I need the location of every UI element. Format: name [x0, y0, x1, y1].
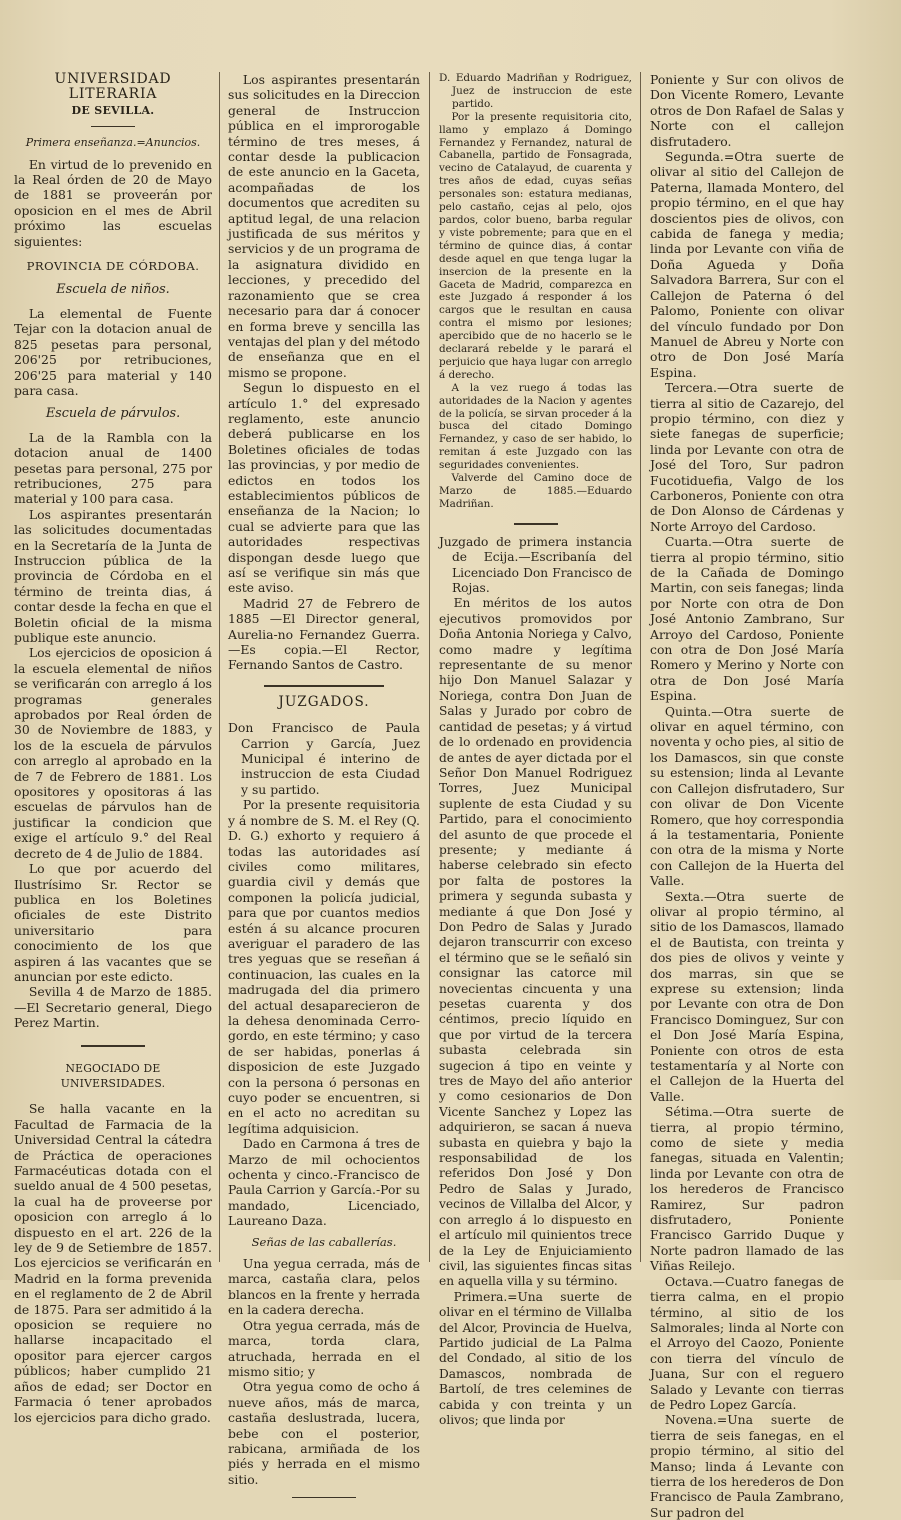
school-type-heading: Escuela de párvulos.	[45, 406, 181, 422]
negociado-heading: NEGOCIADO DE UNIVERSIDADES.	[60, 1061, 166, 1090]
paragraph-ejercicios: Los ejercicios de oposicion á la escuela elemental de niños se verificarán con arreglo á los programas generales aprobados por Real órden de 30 de Noviembre de 1883, y los de la escuela de párvulos con arreglo al aprobado en la de 7 de Febrero de 1881. Los opositores y opositoras á las escuelas de párvulos han de justificar la condicion que exige el artículo 9.° del Real decreto de 4 de Julio de 1884.	[14, 645, 212, 861]
paragraph-novena: Novena.=Una suerte de tierra de seis fanegas, en el propio término, al sitio del Manso; linda á Levante con tierra de los herederos de Don Francisco de Paula Zambrano, Sur padron del	[650, 1412, 844, 1520]
column-2	[228, 72, 420, 1487]
paragraph-yegua-3: Otra yegua como de ocho á nueve años, más de marca, castaña deslustrada, lucera, bebe con el posterior, rabicana, armiñada de los piés y herrada en el mismo sitio.	[228, 1379, 420, 1487]
university-city: DE SEVILLA.	[71, 103, 155, 117]
column-divider	[429, 72, 430, 1262]
paragraph-requisitoria: Por la presente requisitoria cito, llamo y emplazo á Domingo Fernandez y Fernandez, natural de Cabanella, partido de Fonsagrada, vecino de Catalayud, de cuarenta y tres años de edad, cuyas señas personales son: estatura medianas, pelo castaño, cejas al pelo, ojos pardos, color bueno, barba regular y viste pobremente; para que en el término de quince dias, á contar desde aquel en que tenga lugar la insercion de la presente en la Gaceta de Madrid, comparezca en este Juzgado á responder á los cargos que le resultan en causa contra el mismo por lesiones; apercibido que de no hacerlo se le declarará rebelde y le parará el perjuicio que haya lugar con arreglo á derecho.	[439, 110, 632, 381]
paragraph-setima: Sétima.—Otra suerte de tierra, al propio término, como de siete y media fanegas, situada en Valentin; linda por Levante con otra de los herederos de Francisco Ramirez, Sur padron disfrutadero, Poniente Francisco Garrido Duque y Norte padron llamado de las Viñas Reilejo.	[650, 1104, 844, 1274]
paragraph-intro: En virtud de lo prevenido en la Real órden de 20 de Mayo de 1881 se proveerán por oposicion en el mes de Abril próximo las escuelas siguientes:	[14, 156, 212, 249]
paragraph-aspirantes: Los aspirantes presentarán sus solicitudes en la Direccion general de Instruccion pública en el improrogable término de tres meses, á contar desde la publicacion de este anuncio en la Gaceta, acompañadas de los documentos que acrediten su aptitud legal, de una relacion justificada de sus méritos y servicios y de un programa de la asignatura dividido en lecciones, y precedido del razonamiento que se crea necesario para dar á conocer en forma breve y sencilla las ventajas del plan y del método de enseñanza que en el mismo se propone.	[228, 72, 420, 380]
paragraph-judge: D. Eduardo Madriñan y Rodriguez, Juez de instruccion de este partido.	[439, 72, 632, 110]
separator-rule	[264, 685, 384, 687]
separator-rule	[81, 1045, 145, 1047]
juzgados-heading: JUZGADOS.	[278, 693, 370, 710]
paragraph-tercera: Tercera.—Otra suerte de tierra al sitio de Cazarejo, del propio término, con diez y siete fanegas de superficie; linda por Levante con otra de José del Toro, Sur padron Fucotiduefia, Valgo de los Carboneros, Poniente con otra de Don Alonso de Cárdenas y Norte Arroyo del Cardoso.	[650, 380, 844, 534]
section-label: Primera enseñanza.=Anuncios.	[25, 136, 201, 150]
paragraph-judge: Don Francisco de Paula Carrion y García, Juez Municipal é interino de instruccion de esta Ciudad y su partido.	[228, 720, 420, 797]
paragraph-signature: Valverde del Camino doce de Marzo de 1885.—Eduardo Madriñan.	[439, 472, 632, 510]
paragraph-requisitoria: Por la presente requisitoria y á nombre de S. M. el Rey (Q. D. G.) exhorto y requiero á todas las autoridades así civiles como militares, guardia civil y demás que componen la policía judicial, para que por cuantos medios estén á su alcance procuren averiguar el paradero de las tres yeguas que se reseñan á continuacion, las cuales en la madrugada del dia primero del actual desaparecieron de la dehesa denominada Cerro-gordo, en este término; y caso de ser habidas, ponerlas á disposicion de este Juzgado con la persona ó personas en cuyo poder se encuentren, si en el acto no acreditan su legítima adquisicion.	[228, 797, 420, 1136]
province-heading: PROVINCIA DE CÓRDOBA.	[26, 259, 200, 274]
paragraph-octava: Octava.—Cuatro fanegas de tierra calma, en el propio término, al sitio de los Salmorales; linda al Norte con el Arroyo del Caozo, Poniente con tierra del vínculo de Juana, Sur con el reguero Salado y Levante con tierras de Pedro Lopez García.	[650, 1273, 844, 1412]
paragraph-aspirantes: Los aspirantes presentarán las solicitudes documentadas en la Secretaría de la Junta de Instruccion pública de la provincia de Córdoba en el término de treinta dias, á contar desde la fecha en que el Boletin oficial de la misma publique este anuncio.	[14, 506, 212, 645]
paragraph-continuation: Poniente y Sur con olivos de Don Vicente Romero, Levante otros de Don Rafael de Salas y Norte con el callejon disfrutadero.	[650, 72, 844, 149]
university-title: UNIVERSIDAD LITERARIA	[54, 71, 172, 103]
separator-rule	[91, 126, 135, 127]
separator-rule	[514, 523, 558, 525]
paragraph-quinta: Quinta.—Otra suerte de olivar en aquel término, con noventa y ocho pies, al sitio de los Damascos, sin que conste su estension; linda al Levante con Callejon disfrutadero, Sur con olivar de Don Vicente Romero, que hoy correspondia á la testamentaria, Poniente con otra de la misma y Norte con Callejon de la Huerta del Valle.	[650, 703, 844, 889]
separator-rule	[292, 1497, 356, 1498]
paragraph-rambla: La de la Rambla con la dotacion anual de 1400 pesetas para personal, 275 por retribuciones, 275 para material y 100 para casa.	[14, 429, 212, 507]
column-divider	[640, 72, 641, 1262]
paragraph-primera: Primera.=Una suerte de olivar en el término de Villalba del Alcor, Provincia de Huelva, Partido judicial de La Palma del Condado, al sitio de los Damascos, nombrada de Bartolí, de tres celemines de cabida y con treinta y un olivos; que linda por	[439, 1289, 632, 1427]
school-type-heading: Escuela de niños.	[56, 282, 170, 298]
paragraph-yegua-2: Otra yegua cerrada, más de marca, torda clara, atruchada, herrada en el mismo sitio; y	[228, 1317, 420, 1379]
paragraph-signature: Sevilla 4 de Marzo de 1885. —El Secretario general, Diego Perez Martin.	[14, 984, 212, 1031]
paragraph-carmona: Dado en Carmona á tres de Marzo de mil ochocientos ochenta y cinco.-Francisco de Paula Carrion y García.-Por su mandado, Licenciado, Laureano Daza.	[228, 1136, 420, 1229]
column-1	[14, 71, 212, 1425]
column-3	[439, 72, 632, 1427]
paragraph-acuerdo: Lo que por acuerdo del Ilustrísimo Sr. Rector se publica en los Boletines oficiales de este Distrito universitario para conocimiento de los que aspiren á las vacantes que se anuncian por este edicto.	[14, 861, 212, 984]
paragraph-ruego: A la vez ruego á todas las autoridades de la Nacion y agentes de la policía, se sirvan proceder á la busca del citado Domingo Fernandez, y caso de ser habido, lo remitan á este Juzgado con las seguridades convenientes.	[439, 381, 632, 472]
senas-heading: Señas de las caballerías.	[251, 1234, 397, 1249]
paragraph-fuente-tejar: La elemental de Fuente Tejar con la dotacion anual de 825 pesetas para personal, 206'25 por retribuciones, 206'25 para material y 140 para casa.	[14, 305, 212, 398]
paragraph-segunda: Segunda.=Otra suerte de olivar al sitio del Callejon de Paterna, llamada Montero, del propio término, en el que hay doscientos pies de olivos, con cabida de fanega y media; linda por Levante con viña de Doña Agueda y Doña Salvadora Barrera, Sur con el Callejon de Paterna ó del Palomo, Poniente con olivar del vínculo fundado por Don Manuel de Abreu y Norte con otro de Don José María Espina.	[650, 149, 844, 380]
paragraph-sexta: Sexta.—Otra suerte de olivar al propio término, al sitio de los Damascos, llamado el de Bautista, con treinta y dos pies de olivos y veinte y dos marras, sin que se exprese su extension; linda por Levante con otra de Don Francisco Dominguez, Sur con el Don José María Espina, Poniente con otros de esta testamentaría y al Norte con el Callejon de la Huerta del Valle.	[650, 888, 844, 1104]
ecija-heading: Juzgado de primera instancia de Ecija.—Escribanía del Licenciado Don Francisco de Rojas.	[439, 534, 632, 596]
column-divider	[219, 72, 220, 1262]
paragraph-cuarta: Cuarta.—Otra suerte de tierra al propio término, sitio de la Cañada de Domingo Martin, con seis fanegas; linda por Norte con otra de Don José Antonio Zambrano, Sur Arroyo del Cardoso, Poniente con otra de Don José María Romero y Merino y Norte con otra de Don José María Espina.	[650, 534, 844, 704]
paragraph-vacante: Se halla vacante en la Facultad de Farmacia de la Universidad Central la cátedra de Práctica de operaciones Farmacéuticas dotada con el sueldo anual de 4 500 pesetas, la cual ha de proveerse por oposicion con arreglo á lo dispuesto en el art. 226 de la ley de 9 de Setiembre de 1857. Los ejercicios se verificarán en Madrid en la forma prevenida en el reglamento de 2 de Abril de 1875. Para ser admitido á la oposicion se requiere no hallarse incapacitado el opositor para ejercer cargos públicos; haber cumplido 21 años de edad; ser Doctor en Farmacia ó tener aprobados los ejercicios para dicho grado.	[14, 1101, 212, 1425]
paragraph-meritos: En méritos de los autos ejecutivos promovidos por Doña Antonia Noriega y Calvo, como madre y legítima representante de su menor hijo Don Manuel Salazar y Noriega, contra Don Juan de Salas y Jurado por cobro de cantidad de pesetas; y á virtud de lo ordenado en providencia de antes de ayer dictada por el Señor Don Manuel Rodriguez Torres, Juez Municipal suplente de esta Ciudad y su Partido, para el conocimiento del asunto de que procede el presente; y mediante á haberse celebrado sin efecto por falta de postores la primera y segunda subasta y mediante á que Don José y Don Pedro de Salas y Jurado dejaron transcurrir con exceso el término que se le señaló sin consignar las catorce mil novecientas cincuenta y una pesetas cuarenta y dos céntimos, precio líquido en que por virtud de la tercera subasta celebrada sin sugecion á tipo en veinte y tres de Mayo del año anterior y como cesionarios de Don Vicente Sanchez y Lopez las adquirieron, se sacan á nueva subasta en quiebra y bajo la responsabilidad de los referidos Don José y Don Pedro de Salas y Jurado, vecinos de Villalba del Alcor, y con arreglo á lo dispuesto en el artículo mil quinientos trece de la Ley de Enjuiciamiento civil, las siguientes fincas sitas en aquella villa y su término.	[439, 596, 632, 1289]
paragraph-articulo: Segun lo dispuesto en el artículo 1.° del expresado reglamento, este anuncio deberá publicarse en los Boletines oficiales de todas las provincias, y por medio de edictos en todos los establecimientos públicos de enseñanza de la Nacion; lo cual se advierte para que las autoridades respectivas dispongan desde luego que así se verifique sin más que este aviso.	[228, 380, 420, 596]
paragraph-signature: Madrid 27 de Febrero de 1885 —El Director general, Aurelia-no Fernandez Guerra.—Es copia.—El Rector, Fernando Santos de Castro.	[228, 595, 420, 673]
column-4	[650, 72, 844, 1520]
paragraph-yegua-1: Una yegua cerrada, más de marca, castaña clara, pelos blancos en la frente y herrada en la cadera derecha.	[228, 1256, 420, 1318]
